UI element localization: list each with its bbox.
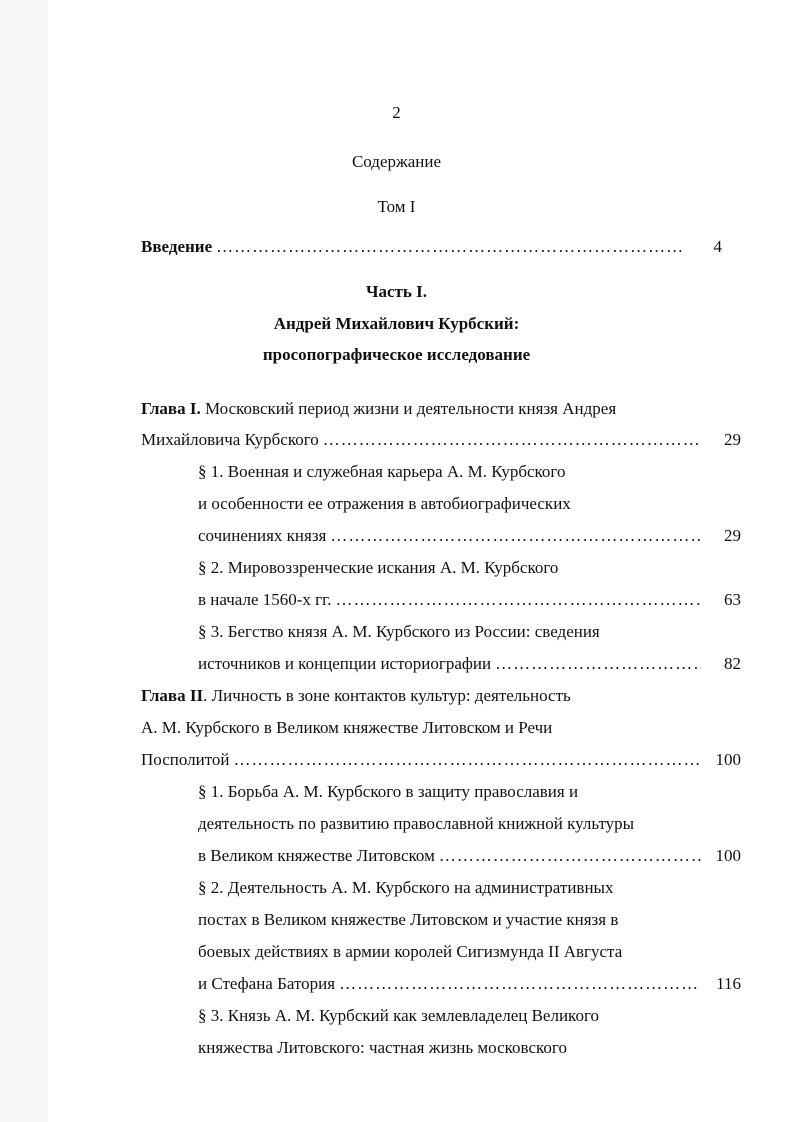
leader-dots <box>216 236 682 258</box>
ch1-sec3-line2: источников и концепции историографии <box>198 654 492 673</box>
part-title-line2: просопографическое исследование <box>262 345 531 364</box>
toc-entry-ch1-sec2[interactable] <box>198 589 741 611</box>
leader-dots <box>335 589 701 611</box>
leader-dots <box>339 973 701 995</box>
leader-dots <box>234 749 701 771</box>
toc-entry-ch1-sec3[interactable] <box>198 653 741 675</box>
toc-entry-chapter1[interactable] <box>141 429 741 451</box>
page-number: 2 <box>392 103 401 122</box>
ch2-sec2-page: 116 <box>716 974 741 993</box>
toc-entry-ch2-sec2[interactable] <box>198 973 741 995</box>
chapter1-title-part2: Михайловича Курбского <box>141 430 319 449</box>
toc-entry-chapter2[interactable] <box>141 749 741 771</box>
toc-entry-ch1-sec1[interactable] <box>198 525 741 547</box>
leader-dots <box>323 429 701 451</box>
chapter1-page: 29 <box>724 430 741 449</box>
ch2-sec2-line1: § 2. Деятельность А. М. Курбского на административных <box>198 878 614 897</box>
ch1-sec1-line2: и особенности ее отражения в автобиографических <box>198 494 571 513</box>
volume-title: Том I <box>377 197 416 216</box>
ch2-sec3-line2: княжества Литовского: частная жизнь московского <box>198 1038 567 1057</box>
leader-dots <box>439 845 701 867</box>
chapter2-title-part3: Посполитой <box>141 750 230 769</box>
ch2-sec2-line4: и Стефана Батория <box>198 974 336 993</box>
ch1-sec3-line1: § 3. Бегство князя А. М. Курбского из России: сведения <box>198 622 600 641</box>
toc-entry-ch2-sec1[interactable] <box>198 845 741 867</box>
chapter2-line1 <box>141 685 571 707</box>
ch2-sec2-line3: боевых действиях в армии королей Сигизмунда II Августа <box>198 942 623 961</box>
leader-dots <box>495 653 701 675</box>
part-title-line1: Андрей Михайлович Курбский: <box>273 314 520 333</box>
ch2-sec1-line2: деятельность по развитию православной книжной культуры <box>198 814 635 833</box>
intro-label: Введение <box>141 237 213 256</box>
chapter1-label: Глава I. <box>141 399 201 418</box>
ch1-sec1-line3: сочинениях князя <box>198 526 327 545</box>
ch2-sec1-line1: § 1. Борьба А. М. Курбского в защиту православия и <box>198 782 579 801</box>
chapter1-title-part1: Московский период жизни и деятельности князя Андрея <box>200 399 617 418</box>
ch2-sec1-page: 100 <box>715 846 741 865</box>
ch1-sec1-page: 29 <box>724 526 741 545</box>
part-label: Часть I. <box>366 282 427 301</box>
toc-entry-intro[interactable] <box>141 236 722 258</box>
leader-dots <box>330 525 701 547</box>
ch1-sec2-line1: § 2. Мировоззренческие искания А. М. Курбского <box>198 558 559 577</box>
chapter2-title-part1: . Личность в зоне контактов культур: деятельность <box>203 686 571 705</box>
ch1-sec1-line1: § 1. Военная и служебная карьера А. М. Курбского <box>198 462 566 481</box>
ch2-sec1-line3: в Великом княжестве Литовском <box>198 846 435 865</box>
chapter2-line2: А. М. Курбского в Великом княжестве Литовском и Речи <box>141 718 553 737</box>
chapter2-page: 100 <box>715 750 741 769</box>
ch1-sec2-page: 63 <box>724 590 741 609</box>
ch1-sec2-line2: в начале 1560-х гг. <box>198 590 332 609</box>
ch2-sec2-line2: постах в Великом княжестве Литовском и участие князя в <box>198 910 619 929</box>
toc-heading: Содержание <box>351 152 442 171</box>
ch1-sec3-page: 82 <box>724 654 741 673</box>
ch2-sec3-line1: § 3. Князь А. М. Курбский как землевладелец Великого <box>198 1006 599 1025</box>
chapter1-line1 <box>141 398 616 420</box>
chapter2-label: Глава II <box>141 686 204 705</box>
intro-page: 4 <box>713 237 722 256</box>
